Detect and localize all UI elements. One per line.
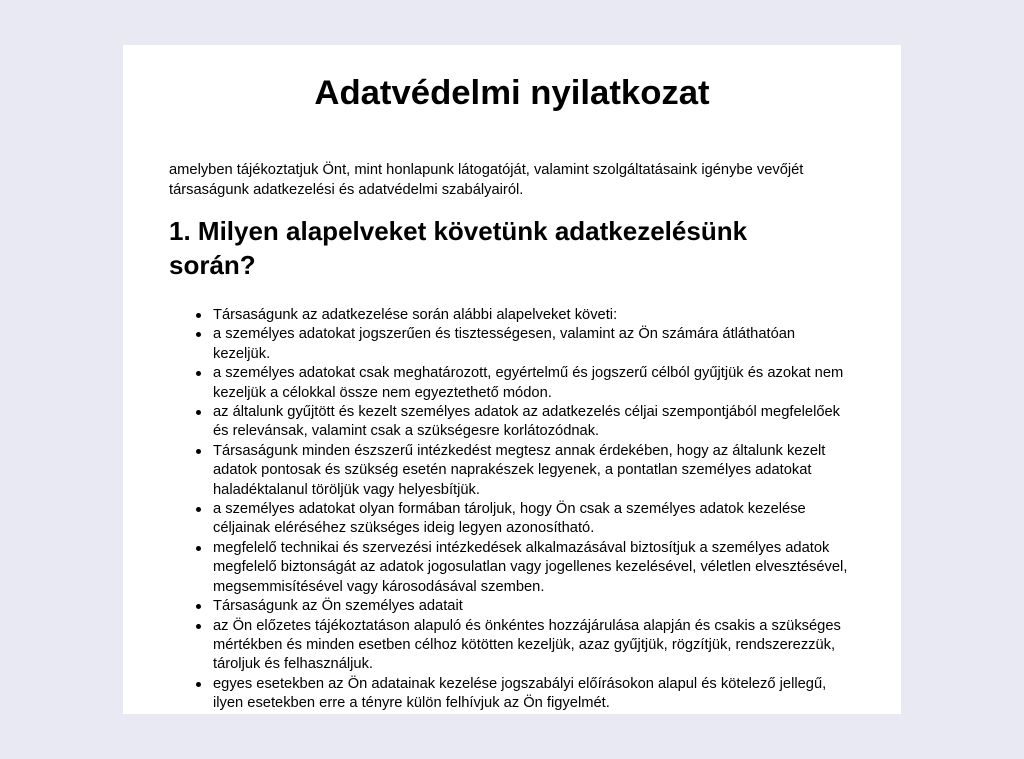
list-item bbox=[169, 306, 855, 325]
list-item bbox=[169, 364, 855, 403]
list-item bbox=[169, 597, 855, 616]
document-title: Adatvédelmi nyilatkozat bbox=[314, 74, 710, 112]
bullet-icon bbox=[196, 507, 201, 512]
principles-list bbox=[169, 306, 855, 714]
list-item-text: Társaságunk az Ön személyes adatait bbox=[213, 598, 463, 615]
bullet-icon bbox=[196, 371, 201, 376]
list-item bbox=[169, 675, 855, 714]
list-item-text: a személyes adatokat olyan formában tároljuk, hogy Ön csak a személyes adatok kezelése céljainak eléréséhez szükséges ideig legyen azonosítható. bbox=[213, 501, 806, 537]
list-item-text: Társaságunk minden észszerű intézkedést megtesz annak érdekében, hogy az általunk kezelt adatok pontosak és szükség esetén naprakészek legyenek, a pontatlan személyes adatokat haladéktalanul töröljük vagy helyesbítjük. bbox=[213, 442, 826, 498]
section-1-heading: 1. Milyen alapelveket követünk adatkezelésünk során? bbox=[169, 216, 748, 280]
list-item-text: Társaságunk az adatkezelése során alábbi alapelveket követi: bbox=[213, 307, 618, 323]
bullet-icon bbox=[196, 449, 201, 454]
bullet-icon bbox=[196, 682, 201, 687]
bullet-icon bbox=[196, 624, 201, 629]
list-item-text: egyes esetekben az Ön adatainak kezelése jogszabályi előírásokon alapul és kötelező jellegű, ilyen esetekben erre a tényre külön felhívjuk az Ön figyelmét. bbox=[213, 675, 827, 712]
list-item bbox=[169, 442, 855, 500]
list-item-text: az Ön előzetes tájékoztatáson alapuló és önkéntes hozzájárulása alapján és csakis a szükséges mértékben és minden esetben célhoz kötötten kezeljük, azaz gyűjtjük, rögzítjük, rendszerezzük, tároljuk és felhasználjuk. bbox=[213, 617, 841, 673]
list-item-text: megfelelő technikai és szervezési intézkedések alkalmazásával biztosítjuk a személyes adatok megfelelő biztonságát az adatok jogosulatlan vagy jogellenes kezelésével, véletlen elvesztésével, megsemmisítésével vagy károsodásával szemben. bbox=[213, 539, 848, 595]
list-item-text: az általunk gyűjtött és kezelt személyes adatok az adatkezelés céljai szempontjából megfelelőek és relevánsak, valamint csak a szükségesre korlátozódnak. bbox=[213, 404, 841, 440]
bullet-icon bbox=[196, 604, 201, 609]
intro-paragraph: amelyben tájékoztatjuk Önt, mint honlapunk látogatóját, valamint szolgáltatásaink igénybe vevőjét társaságunk adatkezelési és adatvédelmi szabályairól. bbox=[169, 162, 804, 198]
bullet-icon bbox=[196, 546, 201, 551]
bullet-icon bbox=[196, 313, 201, 318]
list-item bbox=[169, 500, 855, 539]
list-item-text: a személyes adatokat csak meghatározott, egyértelmű és jogszerű célból gyűjtjük és azokat nem kezeljük a célokkal össze nem egyeztethető módon. bbox=[213, 365, 844, 401]
list-item bbox=[169, 617, 855, 675]
list-item bbox=[169, 403, 855, 442]
list-item bbox=[169, 325, 855, 364]
list-item-text: a személyes adatokat jogszerűen és tisztességesen, valamint az Ön számára átláthatóan kezeljük. bbox=[213, 326, 796, 362]
document-page bbox=[123, 45, 901, 714]
bullet-icon bbox=[196, 332, 201, 337]
list-item bbox=[169, 539, 855, 597]
bullet-icon bbox=[196, 410, 201, 415]
